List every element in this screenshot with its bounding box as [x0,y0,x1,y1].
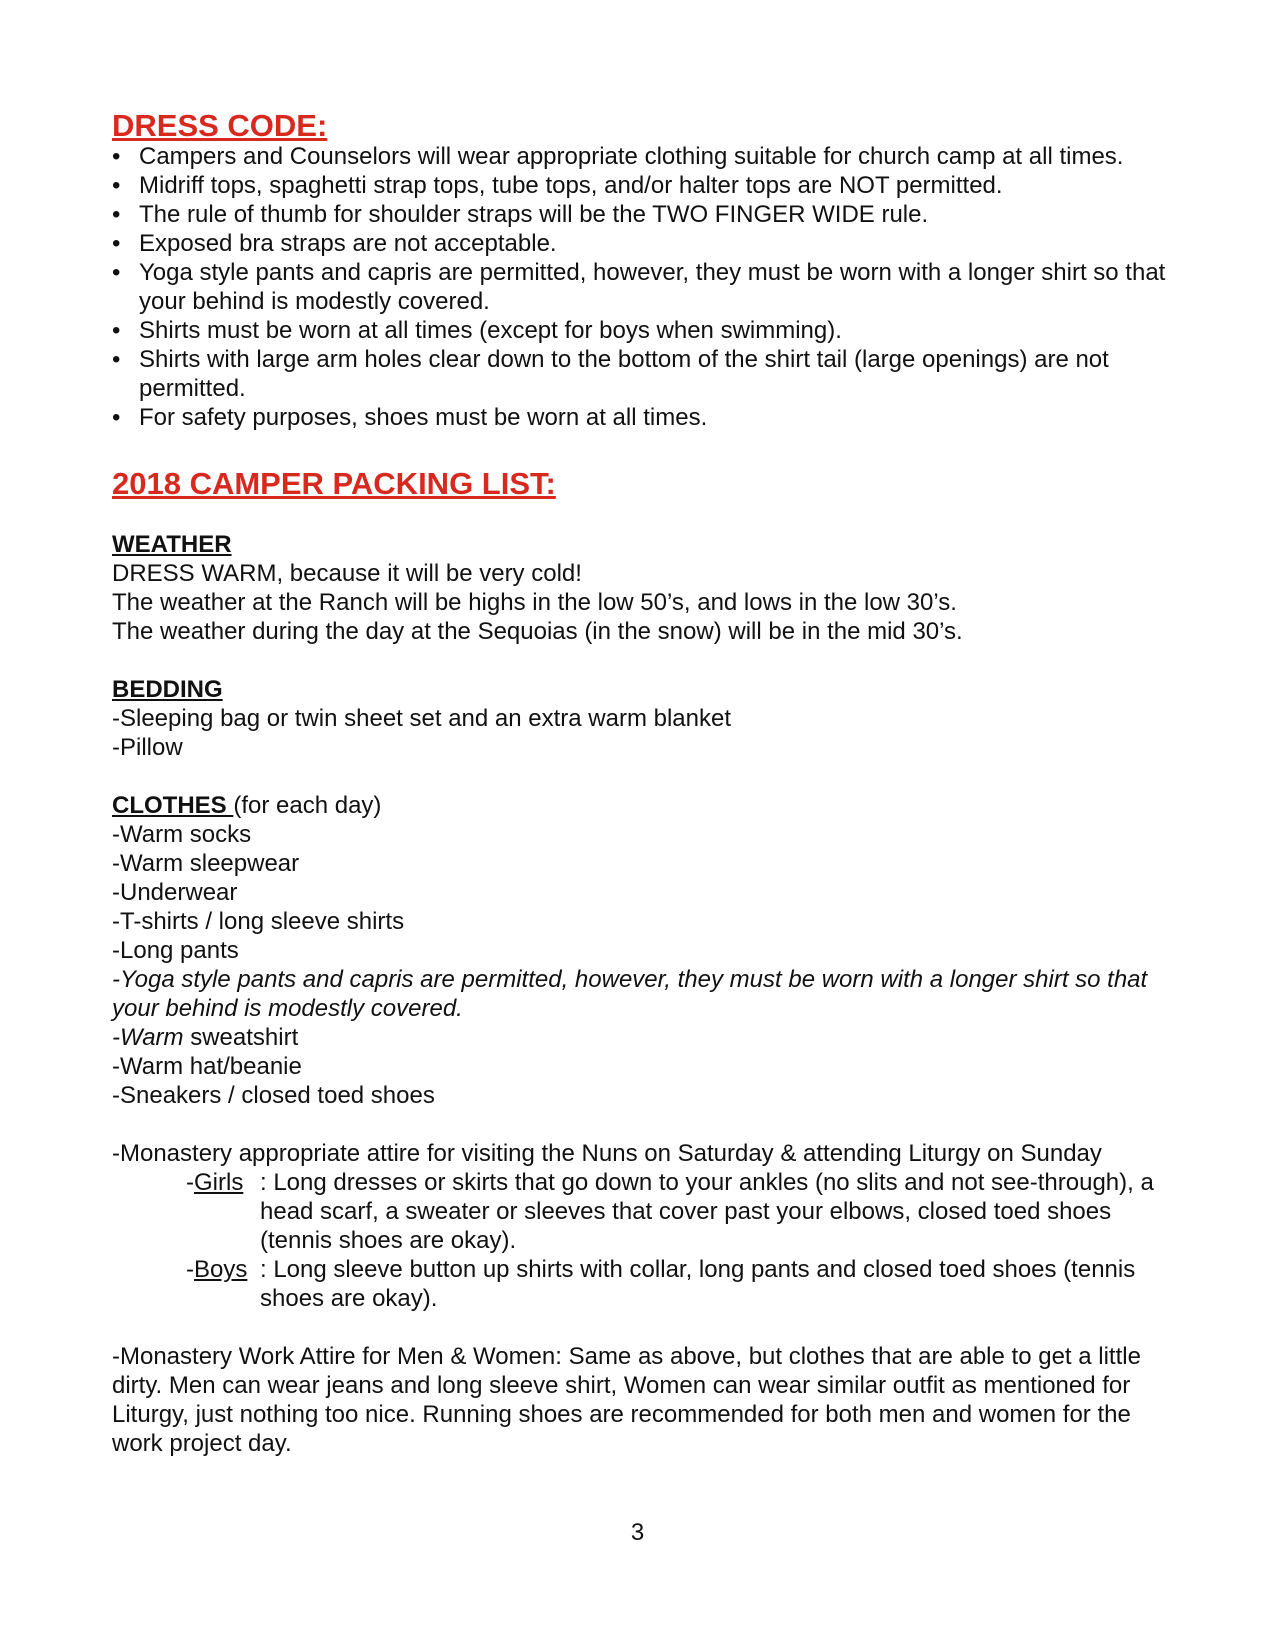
list-item: • For safety purposes, shoes must be worn at all times. [112,403,1172,432]
page-content [112,108,1172,1458]
girls-text: : Long dresses or skirts that go down to your ankles (no slits and not see-through), a head scarf, a sweater or sleeves that cover past your elbows, closed toed shoes (tennis shoes are okay). [260,1169,1154,1254]
dress-code-list [112,142,1172,432]
list-item: • Midriff tops, spaghetti strap tops, tube tops, and/or halter tops are NOT permitted. [112,171,1172,200]
list-item: • Campers and Counselors will wear appropriate clothing suitable for church camp at all times. [112,142,1172,171]
clothes-heading: CLOTHES [112,792,234,819]
weather-line: The weather during the day at the Sequoias (in the snow) will be in the mid 30’s. [112,618,963,645]
clothes-section [112,791,1172,1110]
boys-dash: - [186,1256,194,1283]
boys-attire [112,1255,1172,1313]
girls-dash: - [186,1169,194,1196]
girls-tag [186,1168,243,1197]
list-item: • Shirts with large arm holes clear down to the bottom of the shirt tail (large openings) are not permitted. [112,345,1172,403]
yoga-note: -Yoga style pants and capris are permitted, however, they must be worn with a longer shirt so that your behind is modestly covered. [112,966,1148,1022]
clothes-item: -Sneakers / closed toed shoes [112,1082,435,1109]
clothes-item: -Warm hat/beanie [112,1053,302,1080]
packing-list-heading: 2018 CAMPER PACKING LIST: [112,466,556,501]
clothes-item: -Long pants [112,937,239,964]
clothes-item-sweatshirt [112,1023,1172,1052]
boys-tag [186,1255,247,1284]
clothes-heading-line [112,791,1172,820]
weather-section [112,530,1172,646]
girls-label: Girls [194,1169,244,1196]
dress-code-heading: DRESS CODE: [112,108,328,143]
bedding-section [112,675,1172,762]
clothes-item: -T-shirts / long sleeve shirts [112,908,405,935]
weather-line: DRESS WARM, because it will be very cold! [112,560,582,587]
clothes-item: -Warm socks [112,821,252,848]
clothes-note: (for each day) [233,792,382,819]
page-number: 3 [630,1519,645,1546]
list-item: • Yoga style pants and capris are permitted, however, they must be worn with a longer shirt so that your behind is modestly covered. [112,258,1172,316]
sweatshirt-rest: sweatshirt [183,1024,299,1051]
monastery-attire-section [112,1139,1172,1313]
weather-heading: WEATHER [112,531,232,558]
boys-label: Boys [194,1256,248,1283]
bedding-item: -Sleeping bag or twin sheet set and an extra warm blanket [112,705,732,732]
monastery-attire-intro: -Monastery appropriate attire for visiting the Nuns on Saturday & attending Liturgy on Sunday [112,1140,1102,1167]
sweatshirt-prefix: -Warm [112,1024,184,1051]
list-item: • Exposed bra straps are not acceptable. [112,229,1172,258]
clothes-item: -Underwear [112,879,238,906]
weather-line: The weather at the Ranch will be highs in the low 50’s, and lows in the low 30’s. [112,589,957,616]
boys-text: : Long sleeve button up shirts with collar, long pants and closed toed shoes (tennis shoes are okay). [260,1256,1136,1312]
list-item: • The rule of thumb for shoulder straps will be the TWO FINGER WIDE rule. [112,200,1172,229]
bedding-item: -Pillow [112,734,183,761]
clothes-item: -Warm sleepwear [112,850,300,877]
girls-attire [112,1168,1172,1255]
bedding-heading: BEDDING [112,676,223,703]
list-item: • Shirts must be worn at all times (except for boys when swimming). [112,316,1172,345]
work-attire-text: -Monastery Work Attire for Men & Women: Same as above, but clothes that are able to get a little dirty. Men can wear jeans and long sleeve shirt, Women can wear similar outfit as mentioned for Liturgy, just nothing too nice. Running shoes are recommended for both men and women for the work project day. [112,1343,1141,1457]
work-attire-section [112,1342,1172,1458]
